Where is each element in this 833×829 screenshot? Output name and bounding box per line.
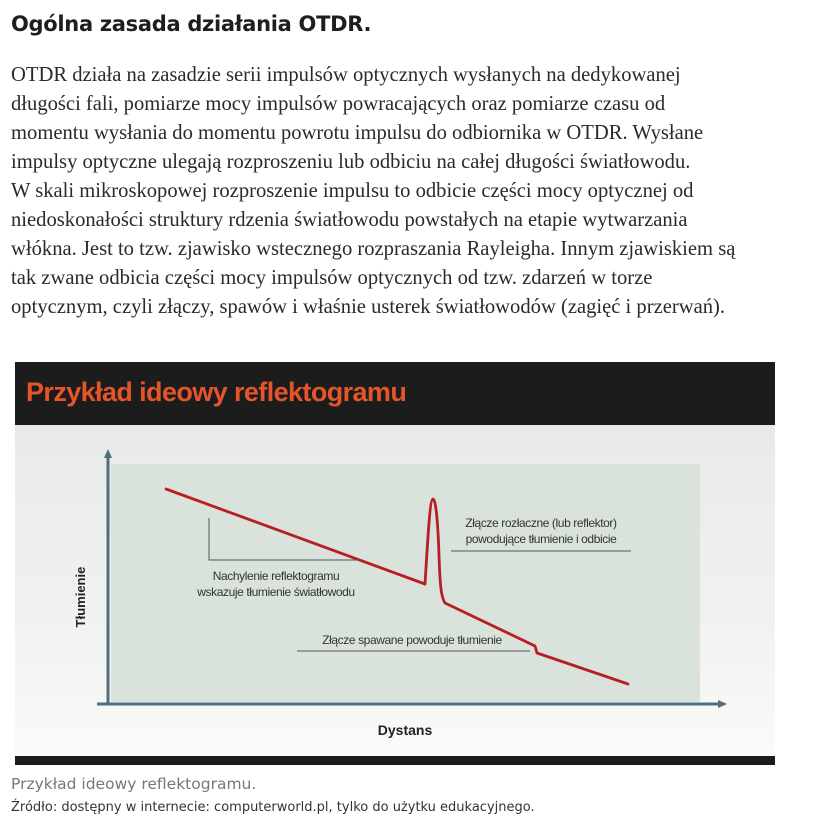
slope-annotation-line1: Nachylenie reflektogramu — [212, 569, 340, 583]
connector-annotation-line1: Złącze rozłaczne (lub reflektor) — [465, 516, 617, 530]
paragraph-line: OTDR działa na zasadzie serii impulsów optycznych wysłanych na dedykowanej — [11, 64, 681, 86]
x-axis-label: Dystans — [377, 722, 433, 738]
figure-caption: Przykład ideowy reflektogramu. — [11, 775, 257, 793]
paragraph-line: włókna. Jest to tzw. zjawisko wstecznego rozpraszania Rayleigha. Innym zjawiskiem są — [11, 238, 736, 260]
paragraph-line: długości fali, pomiarze mocy impulsów powracających oraz pomiarze czasu od — [11, 93, 666, 115]
paragraph-line: momentu wysłania do momentu powrotu impulsu do odbiornika w OTDR. Wysłane — [11, 122, 704, 144]
reflectogram-figure — [15, 362, 775, 766]
figure-header — [15, 362, 775, 425]
article-heading: Ogólna zasada działania OTDR. — [11, 12, 372, 36]
plot-area — [111, 464, 700, 702]
figure-bottom-bar — [15, 756, 775, 765]
paragraph-line: tak zwane odbicia części mocy impulsów optycznych od tzw. zdarzeń w torze — [11, 267, 653, 289]
paragraph-line: optycznym, czyli złączy, spawów i właśnie usterek światłowodów (zagięć i przerwań). — [11, 296, 726, 318]
splice-annotation: Złącze spawane powoduje tłumienie — [322, 633, 502, 647]
article-paragraph — [11, 61, 811, 322]
paragraph-line: niedoskonałości struktury rdzenia światłowodu powstałych na etapie wytwarzania — [11, 209, 688, 231]
y-axis-label: Tłumienie — [73, 566, 88, 628]
paragraph-line: impulsy optyczne ulegają rozproszeniu lub odbiciu na całej długości światłowodu. — [11, 151, 691, 173]
figure-title: Przykład ideowy reflektogramu — [26, 377, 407, 407]
slope-annotation-line2: wskazuje tłumienie światłowodu — [197, 585, 355, 599]
figure-body — [15, 425, 775, 756]
figure-source: Źródło: dostępny w internecie: computerworld.pl, tylko do użytku edukacyjnego. — [11, 800, 535, 815]
paragraph-line: W skali mikroskopowej rozproszenie impulsu to odbicie części mocy optycznej od — [11, 180, 694, 202]
connector-annotation-line2: powodujące tłumienie i odbicie — [465, 532, 617, 546]
reflectogram-diagram — [15, 425, 775, 756]
